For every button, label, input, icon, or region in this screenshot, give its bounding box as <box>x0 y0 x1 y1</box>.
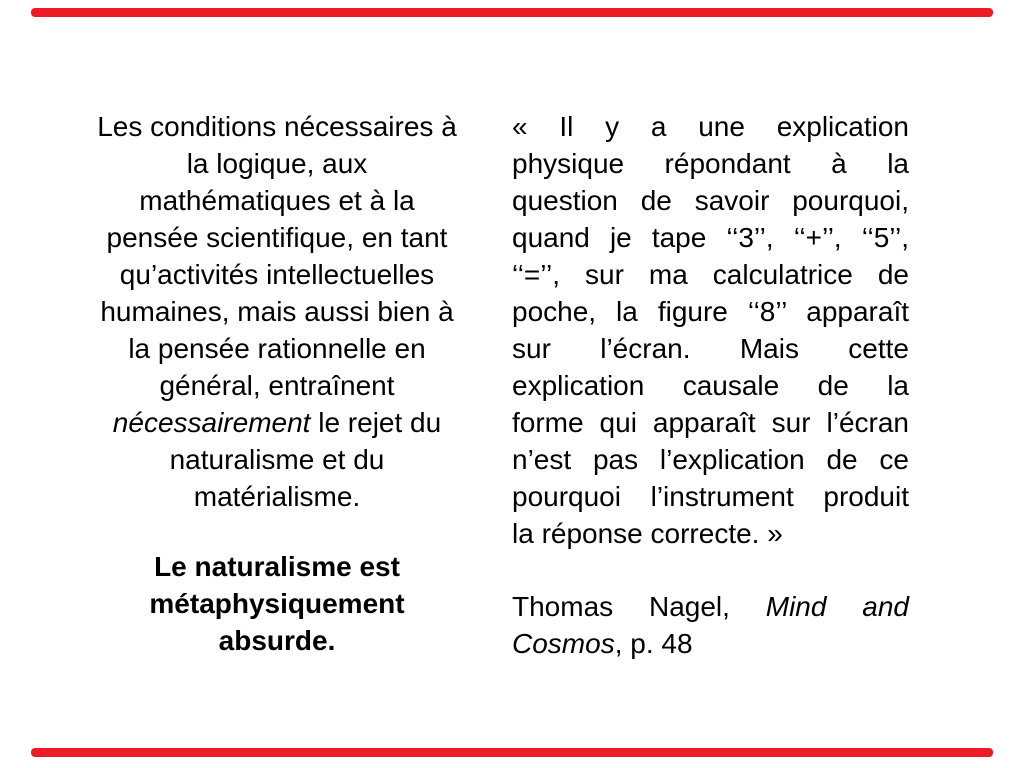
text-segment: le rejet du <box>310 407 442 438</box>
text-line <box>512 588 909 625</box>
text-segment: mathématiques et à la <box>139 185 415 216</box>
text-segment: explication causale de la <box>512 370 909 401</box>
text-line <box>57 585 497 622</box>
text-segment: poche, la figure ‘‘8’’ apparaît <box>512 296 909 327</box>
text-segment: naturalisme et du <box>169 444 385 475</box>
left-argument-paragraph <box>57 108 497 515</box>
text-segment: physique répondant à la <box>512 148 909 179</box>
text-line <box>512 108 909 145</box>
text-line <box>512 625 909 662</box>
text-line <box>512 293 909 330</box>
text-line <box>57 441 497 478</box>
text-segment: la réponse correcte. » <box>512 518 783 549</box>
text-line <box>57 367 497 404</box>
text-segment: n’est pas l’explication de ce <box>512 444 909 475</box>
text-segment: la logique, aux <box>186 148 368 179</box>
text-segment: nécessairement <box>112 407 311 438</box>
text-segment: la pensée rationnelle en <box>128 333 426 364</box>
text-segment: métaphysiquement <box>149 588 405 619</box>
text-line <box>57 182 497 219</box>
text-segment: humaines, mais aussi bien à <box>100 296 454 327</box>
text-line <box>512 256 909 293</box>
text-segment: « Il y a une explication <box>512 111 909 142</box>
text-line <box>57 330 497 367</box>
text-line <box>512 182 909 219</box>
text-segment: forme qui apparaît sur l’écran <box>512 407 909 438</box>
text-line <box>512 404 909 441</box>
text-segment: général, entraînent <box>159 370 395 401</box>
text-segment: quand je tape ‘‘3’’, ‘‘+’’, ‘‘5’’, <box>512 222 909 253</box>
text-line <box>512 441 909 478</box>
text-segment: absurde. <box>218 625 336 656</box>
text-segment: qu’activités intellectuelles <box>119 259 435 290</box>
text-segment: Mind and <box>765 591 910 622</box>
text-line <box>512 478 909 515</box>
text-segment: question de savoir pourquoi, <box>512 185 909 216</box>
text-line <box>57 293 497 330</box>
citation <box>512 588 909 662</box>
text-line <box>57 622 497 659</box>
conclusion-heading <box>57 548 497 659</box>
text-line <box>512 515 909 552</box>
text-segment: sur l’écran. Mais cette <box>512 333 909 364</box>
text-segment: Thomas Nagel, <box>512 591 766 622</box>
text-segment: Le naturalisme est <box>154 551 400 582</box>
nagel-quote-paragraph <box>512 108 909 552</box>
text-line <box>512 219 909 256</box>
text-segment: ‘‘=’’, sur ma calculatrice de <box>512 259 909 290</box>
text-segment: , p. 48 <box>614 628 693 659</box>
text-line <box>512 145 909 182</box>
text-line <box>512 367 909 404</box>
text-segment: Cosmos <box>512 628 615 659</box>
bottom-accent-bar <box>31 748 993 757</box>
text-line <box>57 548 497 585</box>
text-segment: Les conditions nécessaires à <box>97 111 457 142</box>
text-line <box>57 256 497 293</box>
text-line <box>57 108 497 145</box>
text-line <box>57 145 497 182</box>
text-line <box>57 478 497 515</box>
text-line <box>57 219 497 256</box>
text-line <box>512 330 909 367</box>
top-accent-bar <box>31 8 993 17</box>
text-segment: matérialisme. <box>193 481 361 512</box>
text-segment: pourquoi l’instrument produit <box>512 481 909 512</box>
text-segment: pensée scientifique, en tant <box>106 222 448 253</box>
text-line <box>57 404 497 441</box>
